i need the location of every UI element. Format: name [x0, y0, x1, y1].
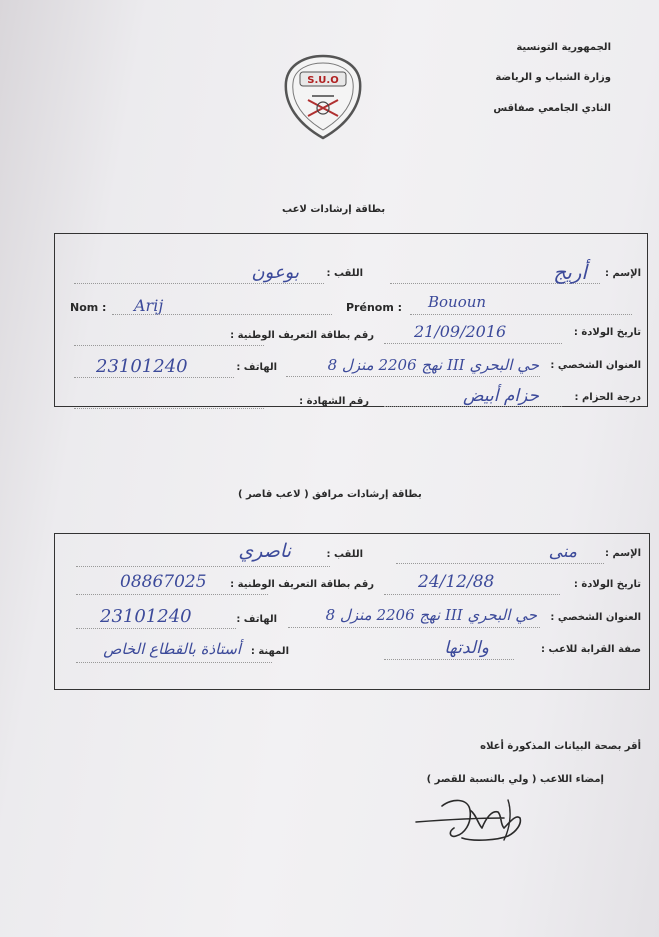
signature: [412, 788, 552, 848]
player-first-name-label: الإسم :: [604, 268, 641, 279]
player-prenom-label: Prénom :: [346, 301, 403, 314]
player-first-name-value: أريج: [553, 260, 587, 284]
player-address-line: [286, 376, 540, 377]
player-phone-line: [74, 377, 234, 378]
section1-title: بطاقة إرشادات لاعب: [282, 204, 386, 215]
declaration-text: أقر بصحة البيانات المذكورة أعلاه: [480, 741, 641, 752]
signature-label: إمضاء اللاعب ( ولي بالنسبة للقصر ): [426, 774, 604, 785]
guardian-first-name-value: منى: [548, 542, 577, 562]
player-belt-label: درجة الحزام :: [574, 392, 641, 403]
player-id-card-line: [74, 345, 264, 346]
guardian-relation-value: والدتها: [444, 638, 489, 658]
guardian-id-card-label: رقم بطاقة التعريف الوطنية :: [230, 579, 374, 590]
guardian-birth-date-label: تاريخ الولادة :: [573, 579, 641, 590]
header-line-2: وزارة الشباب و الرياضة: [495, 72, 611, 83]
guardian-address-line: [288, 627, 540, 628]
guardian-birth-date-line: [384, 594, 560, 595]
player-prenom-line: [410, 314, 632, 315]
player-nom-value: Arij: [134, 296, 164, 315]
player-phone-value: 23101240: [96, 356, 188, 377]
guardian-profession-value: أستاذة بالقطاع الخاص: [103, 640, 241, 658]
guardian-relation-label: صفة القرابة للاعب :: [541, 644, 641, 655]
guardian-phone-value: 23101240: [100, 606, 192, 627]
logo-text: S.U.O: [307, 75, 339, 86]
guardian-profession-label: المهنة :: [250, 646, 289, 657]
player-phone-label: الهاتف :: [236, 362, 277, 373]
guardian-last-name-label: اللقب :: [326, 549, 363, 560]
player-last-name-value: بوعون: [251, 262, 299, 283]
guardian-id-card-line: [76, 594, 268, 595]
player-birth-date-label: تاريخ الولادة :: [573, 327, 641, 338]
player-birth-date-value: 21/09/2016: [414, 322, 507, 341]
player-last-name-label: اللقب :: [326, 268, 363, 279]
player-birth-date-line: [384, 343, 562, 344]
player-address-value: حي البحري III نهج 2206 منزل 8: [327, 356, 539, 374]
guardian-birth-date-value: 24/12/88: [418, 572, 495, 592]
guardian-phone-label: الهاتف :: [236, 614, 277, 625]
player-prenom-value: Bououn: [428, 293, 487, 311]
player-last-name-line: [74, 283, 324, 284]
header-line-3: النادي الجامعي صفاقس: [493, 103, 611, 114]
guardian-first-name-label: الإسم :: [604, 548, 641, 559]
guardian-phone-line: [76, 628, 236, 629]
player-address-label: العنوان الشخصي :: [550, 360, 641, 371]
player-nom-label: Nom :: [70, 301, 107, 314]
player-id-card-label: رقم بطاقة التعريف الوطنية :: [230, 330, 374, 341]
player-belt-line: [384, 406, 562, 407]
player-certificate-line: [74, 408, 264, 409]
club-logo: [278, 52, 368, 144]
guardian-address-label: العنوان الشخصي :: [550, 612, 641, 623]
header-line-1: الجمهورية التونسية: [516, 42, 611, 53]
guardian-address-value: حي البحري III نهج 2206 منزل 8: [325, 606, 537, 624]
guardian-first-name-line: [396, 563, 604, 564]
guardian-id-card-value: 08867025: [120, 572, 207, 592]
guardian-last-name-line: [76, 566, 330, 567]
guardian-last-name-value: ناصري: [238, 540, 291, 562]
guardian-relation-line: [384, 659, 514, 660]
player-certificate-label: رقم الشهادة :: [299, 396, 369, 407]
section2-title: بطاقة إرشادات مرافق ( لاعب قاصر ): [238, 489, 422, 500]
player-belt-value: حزام أبيض: [463, 386, 539, 406]
guardian-profession-line: [76, 662, 272, 663]
